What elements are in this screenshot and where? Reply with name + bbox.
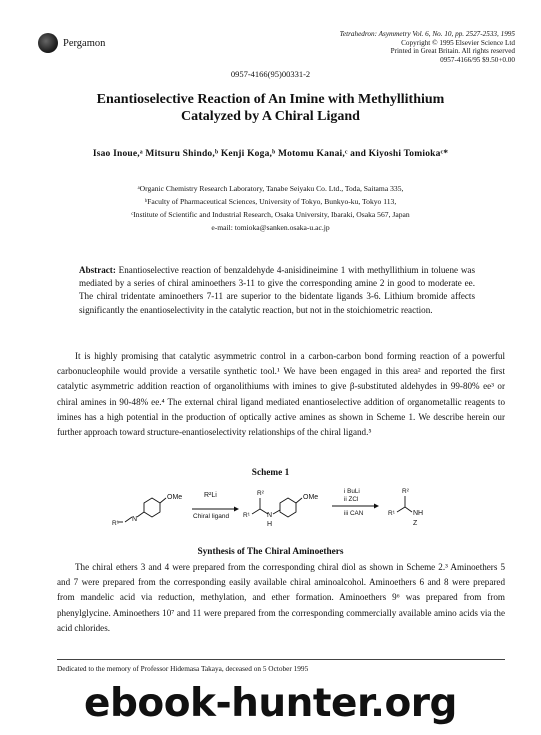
h-label: H <box>267 521 273 528</box>
printed-line: Printed in Great Britain. All rights reserved <box>390 47 515 56</box>
reagent-step-2: ii ZCl <box>344 496 359 503</box>
dedication-footnote: Dedicated to the memory of Professor Hidemasa Takaya, deceased on 5 October 1995 <box>57 664 309 673</box>
r2-label-2: R² <box>402 488 409 495</box>
z-label: Z <box>413 520 418 527</box>
abstract <box>79 264 475 317</box>
imine-structure <box>118 498 166 522</box>
arrow-head-1 <box>234 507 239 512</box>
contact-email[interactable]: e-mail: tomioka@sanken.osaka-u.ac.jp <box>211 223 330 232</box>
paper-title <box>0 91 541 125</box>
reagent-step-1: i BuLi <box>344 488 360 495</box>
abstract-text: Enantioselective reaction of benzaldehyde 4-anisidineimine 1 with methyllithium in toluene was mediated by a series of chiral aminoethers 3-11 to give the corresponding amine 2 in good to moderate ee. The chiral tridentate aminoethers 7-11 are superior to the bidentate ligands 3-6. Lithium bromide affects significantly the enantioselectivity in the catalytic reaction, but not in the stoichiometric reaction. <box>79 265 475 315</box>
abstract-label: Abstract: <box>79 265 116 275</box>
affiliation-b: ᵇFaculty of Pharmaceutical Sciences, University of Tokyo, Bunkyo-ku, Tokyo 113, <box>144 197 397 206</box>
footnote-rule <box>57 659 505 660</box>
nh-label: NH <box>413 510 424 517</box>
publisher-name: Pergamon <box>63 38 106 49</box>
n-label-1: N <box>132 516 138 523</box>
r2-label-1: R² <box>257 490 264 497</box>
n-aryl-bond-2 <box>273 510 280 514</box>
journal-citation: Tetrahedron: Asymmetry Vol. 6, No. 10, pp. 2527-2533, 1995 <box>339 30 515 38</box>
imine-bond <box>125 517 132 522</box>
reagent-step-3: iii CAN <box>344 510 364 517</box>
reagent-chiral-ligand: Chiral ligand <box>193 513 230 520</box>
affiliation-c: ᶜInstitute of Scientific and Industrial Research, Osaka University, Ibaraki, Osaka 567, Japan <box>131 210 410 219</box>
reagent-r2li: R²Li <box>204 492 217 499</box>
scheme-diagram <box>112 484 442 536</box>
amine-structure <box>252 498 302 517</box>
document-id: 0957-4166(95)00331-2 <box>230 69 311 79</box>
r1-label-1: R¹ <box>112 520 119 527</box>
journal-info <box>340 30 515 64</box>
issn-price-line: 0957-4166/95 $9.50+0.00 <box>440 55 515 64</box>
author-list: Isao Inoue,ᵃ Mitsuru Shindo,ᵇ Kenji Koga,ᵇ Motomu Kanai,ᶜ and Kiyoshi Tomiokaᶜ* <box>92 149 449 159</box>
n-aryl-bond-1 <box>137 512 144 517</box>
section-title: Synthesis of The Chiral Aminoethers <box>197 547 344 557</box>
paper-title-line-2: Catalyzed by A Chiral Ligand <box>181 109 360 124</box>
r1-label-2: R¹ <box>243 512 250 519</box>
ome-label-2: OMe <box>303 494 319 501</box>
anisyl-ring-2 <box>280 498 296 517</box>
ome-bond-1 <box>160 498 166 503</box>
anisyl-ring-1 <box>144 498 160 517</box>
affiliation-a: ᵃOrganic Chemistry Research Laboratory, Tanabe Seiyaku Co. Ltd., Toda, Saitama 335, <box>137 184 404 193</box>
watermark: ebook-hunter.org <box>84 681 457 726</box>
intro-paragraph: It is highly promising that catalytic asymmetric control in a carbon-carbon bond forming reaction of a powerful carbonucleophile would provide a versatile synthetic tool.¹ We have been engaged in this area² and reported the first catalytic asymmetric addition reaction of organolithiums with imines to give β-substituted aldehydes in 99-80% ee³ or chiral amines in 90-48% ee.⁴ The external chiral ligand mediated enantioselective addition of organometallic reagents to imines has a high potential in the production of optically active amines as shown in Scheme 1. We describe herein our further approach toward structure-enantioselectivity relationships of the chiral ligand.⁵ <box>57 351 505 438</box>
publisher-logo-icon <box>38 33 58 53</box>
copyright-line: Copyright © 1995 Elsevier Science Ltd <box>401 38 515 47</box>
r1-bond-2 <box>252 509 260 514</box>
protected-amine-structure <box>397 496 412 512</box>
section-paragraph: The chiral ethers 3 and 4 were prepared from the corresponding chiral diol as shown in Scheme 2.³ Aminoethers 5 and 7 were prepared from the corresponding easily available chiral aminoalcohol. Aminoethers 6 and 8 were prepared from mandelic acid via reduction, methylation, and ether formation. Aminoethers 9⁶ was prepared from from phenylglycine. Aminoethers 10⁷ and 11 were prepared from the corresponding commercially available amino acids via the acid chlorides. <box>57 562 505 633</box>
ome-bond-2 <box>296 498 302 503</box>
paper-title-line-1: Enantioselective Reaction of An Imine with Methyllithium <box>96 92 445 107</box>
cn-bond-3 <box>405 507 412 512</box>
scheme-title: Scheme 1 <box>251 468 290 478</box>
r1-label-3: R¹ <box>388 510 395 517</box>
r1-bond-3 <box>397 507 405 512</box>
arrow-head-2 <box>374 504 379 509</box>
ome-label-1: OMe <box>167 494 183 501</box>
n-label-2: N <box>267 512 273 519</box>
